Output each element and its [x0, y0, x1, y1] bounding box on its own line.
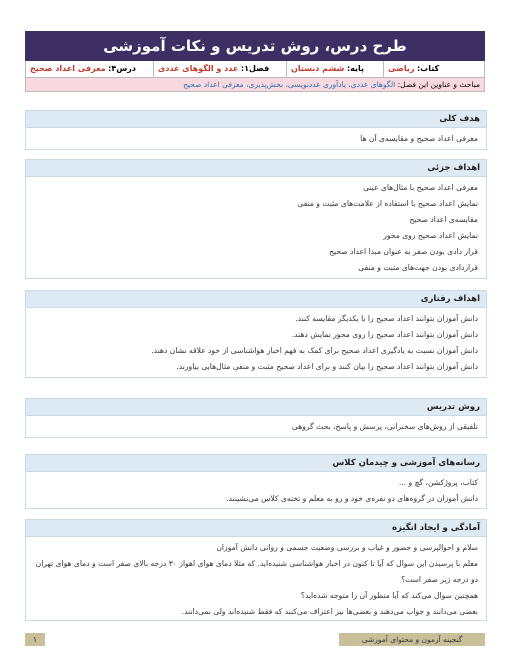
section-body: [26, 416, 486, 438]
list-item: دانش آموزان بتوانند اعداد صحیح را بیان کنند و برای اعداد صحیح مثبت و منفی مثال‌هایی بیاورند.: [176, 362, 478, 371]
section-title: هدف کلی: [26, 111, 486, 128]
list-item: کتاب، پروژکشن، گچ و ...: [398, 478, 478, 487]
header: [25, 31, 485, 92]
lesson-value: معرفی اعداد صحیح: [30, 64, 106, 73]
list-item: مقایسه‌ی اعداد صحیح: [409, 215, 478, 224]
topics-label: مباحث و عناوین این فصل:: [397, 80, 480, 89]
section-title: رسانه‌های آموزشی و چیدمان کلاس: [26, 455, 486, 472]
section-title: اهداف رفتاری: [26, 291, 486, 308]
section-partial-goals: [25, 159, 487, 279]
section-general-goal: [25, 110, 487, 150]
list-item: معرفی اعداد صحیح و مقایسه‌ی آن ها: [360, 134, 478, 143]
section-body: [26, 128, 486, 150]
list-item: تلفیقی از روش‌های سخنرانی، پرسش و پاسخ، بحث گروهی: [291, 422, 478, 431]
section-body: [26, 472, 486, 510]
section-body: [26, 177, 486, 279]
section-title: آمادگی و ایجاد انگیزه: [26, 520, 486, 537]
list-item: معرفی اعداد صحیح با مثال‌های عینی: [363, 183, 478, 192]
list-item: دانش آموزان نسبت به یادگیری اعداد صحیح برای کمک به فهم اخبار هواشناسی از خود علاقه نشان دهند.: [151, 346, 478, 355]
lesson-cell: [26, 61, 153, 77]
section-preparation: [25, 519, 487, 621]
footer-brand: گنجینه آزمون و محتوای آموزشی: [339, 633, 485, 646]
list-item: بعضی می‌دانند و جواب می‌دهند و بعضی‌ها نیز اعتراف می‌کنند که فقط شنیده‌اند ولی نمی‌دانند.: [181, 607, 478, 616]
page-number: ۱: [25, 633, 45, 646]
chapter-cell: [153, 61, 286, 77]
book-value: ریاضی: [388, 64, 415, 73]
list-item: قراردادی بودن جهت‌های مثبت و منفی: [358, 263, 478, 272]
section-title: روش تدریس: [26, 399, 486, 416]
chapter-label: فصل۱:: [240, 64, 270, 73]
chapter-value: عدد و الگوهای عددی: [158, 64, 239, 73]
list-item: دانش آموزان بتوانند اعداد صحیح را روی محور نمایش دهند.: [291, 330, 478, 339]
page-title: طرح درس، روش تدریس و نکات آموزشی: [25, 31, 485, 61]
grade-value: ششم دبستان: [291, 64, 345, 73]
section-media: [25, 454, 487, 509]
info-row: [25, 61, 485, 78]
topics-value: الگوهای عددی، یادآوری عددنویسی، بخش‌پذیری، معرفی اعداد صحیح: [183, 80, 396, 89]
section-body: [26, 308, 486, 378]
section-title: اهداف جزئی: [26, 160, 486, 177]
footer: [25, 633, 485, 646]
topics-row: [25, 78, 485, 92]
list-item: نمایش اعداد صحیح روی محور: [383, 231, 478, 240]
grade-label: پایه:: [346, 64, 365, 73]
section-body: [26, 537, 486, 623]
list-item: دانش آموزان در گروه‌های دو نفره‌ی خود و رو به معلم و تخته‌ی کلاس می‌نشینند.: [226, 494, 478, 503]
list-item: سلام و احوالپرسی و حضور و غیاب و بررسی وضعیت جسمی و روانی دانش آموزان: [216, 543, 478, 552]
section-behavioral-goals: [25, 290, 487, 378]
grade-cell: [286, 61, 383, 77]
list-item: همچنین سوال می‌کند که آیا منظور آن را متوجه شده‌اید؟: [300, 591, 478, 600]
book-label: کتاب:: [416, 64, 440, 73]
section-teaching-method: [25, 398, 487, 438]
list-item: دانش آموزان بتوانند اعداد صحیح را با یکدیگر مقایسه کنند.: [295, 314, 478, 323]
list-item: معلم با پرسیدن این سوال که آیا تا کنون در اخبار هواشناسی شنیده‌اید. که مثلا دمای هوای اهواز ۳۰ درجه بالای صفر است و دمای هوای تهران دو درجه زیر صفر است؟: [35, 559, 478, 584]
lesson-label: درس۴:: [108, 64, 136, 73]
list-item: نمایش اعداد صحیح با استفاده از علامت‌های مثبت و منفی: [297, 199, 478, 208]
book-cell: [383, 61, 484, 77]
list-item: قرار دادی بودن صفر به عنوان مبدا اعداد صحیح: [329, 247, 478, 256]
